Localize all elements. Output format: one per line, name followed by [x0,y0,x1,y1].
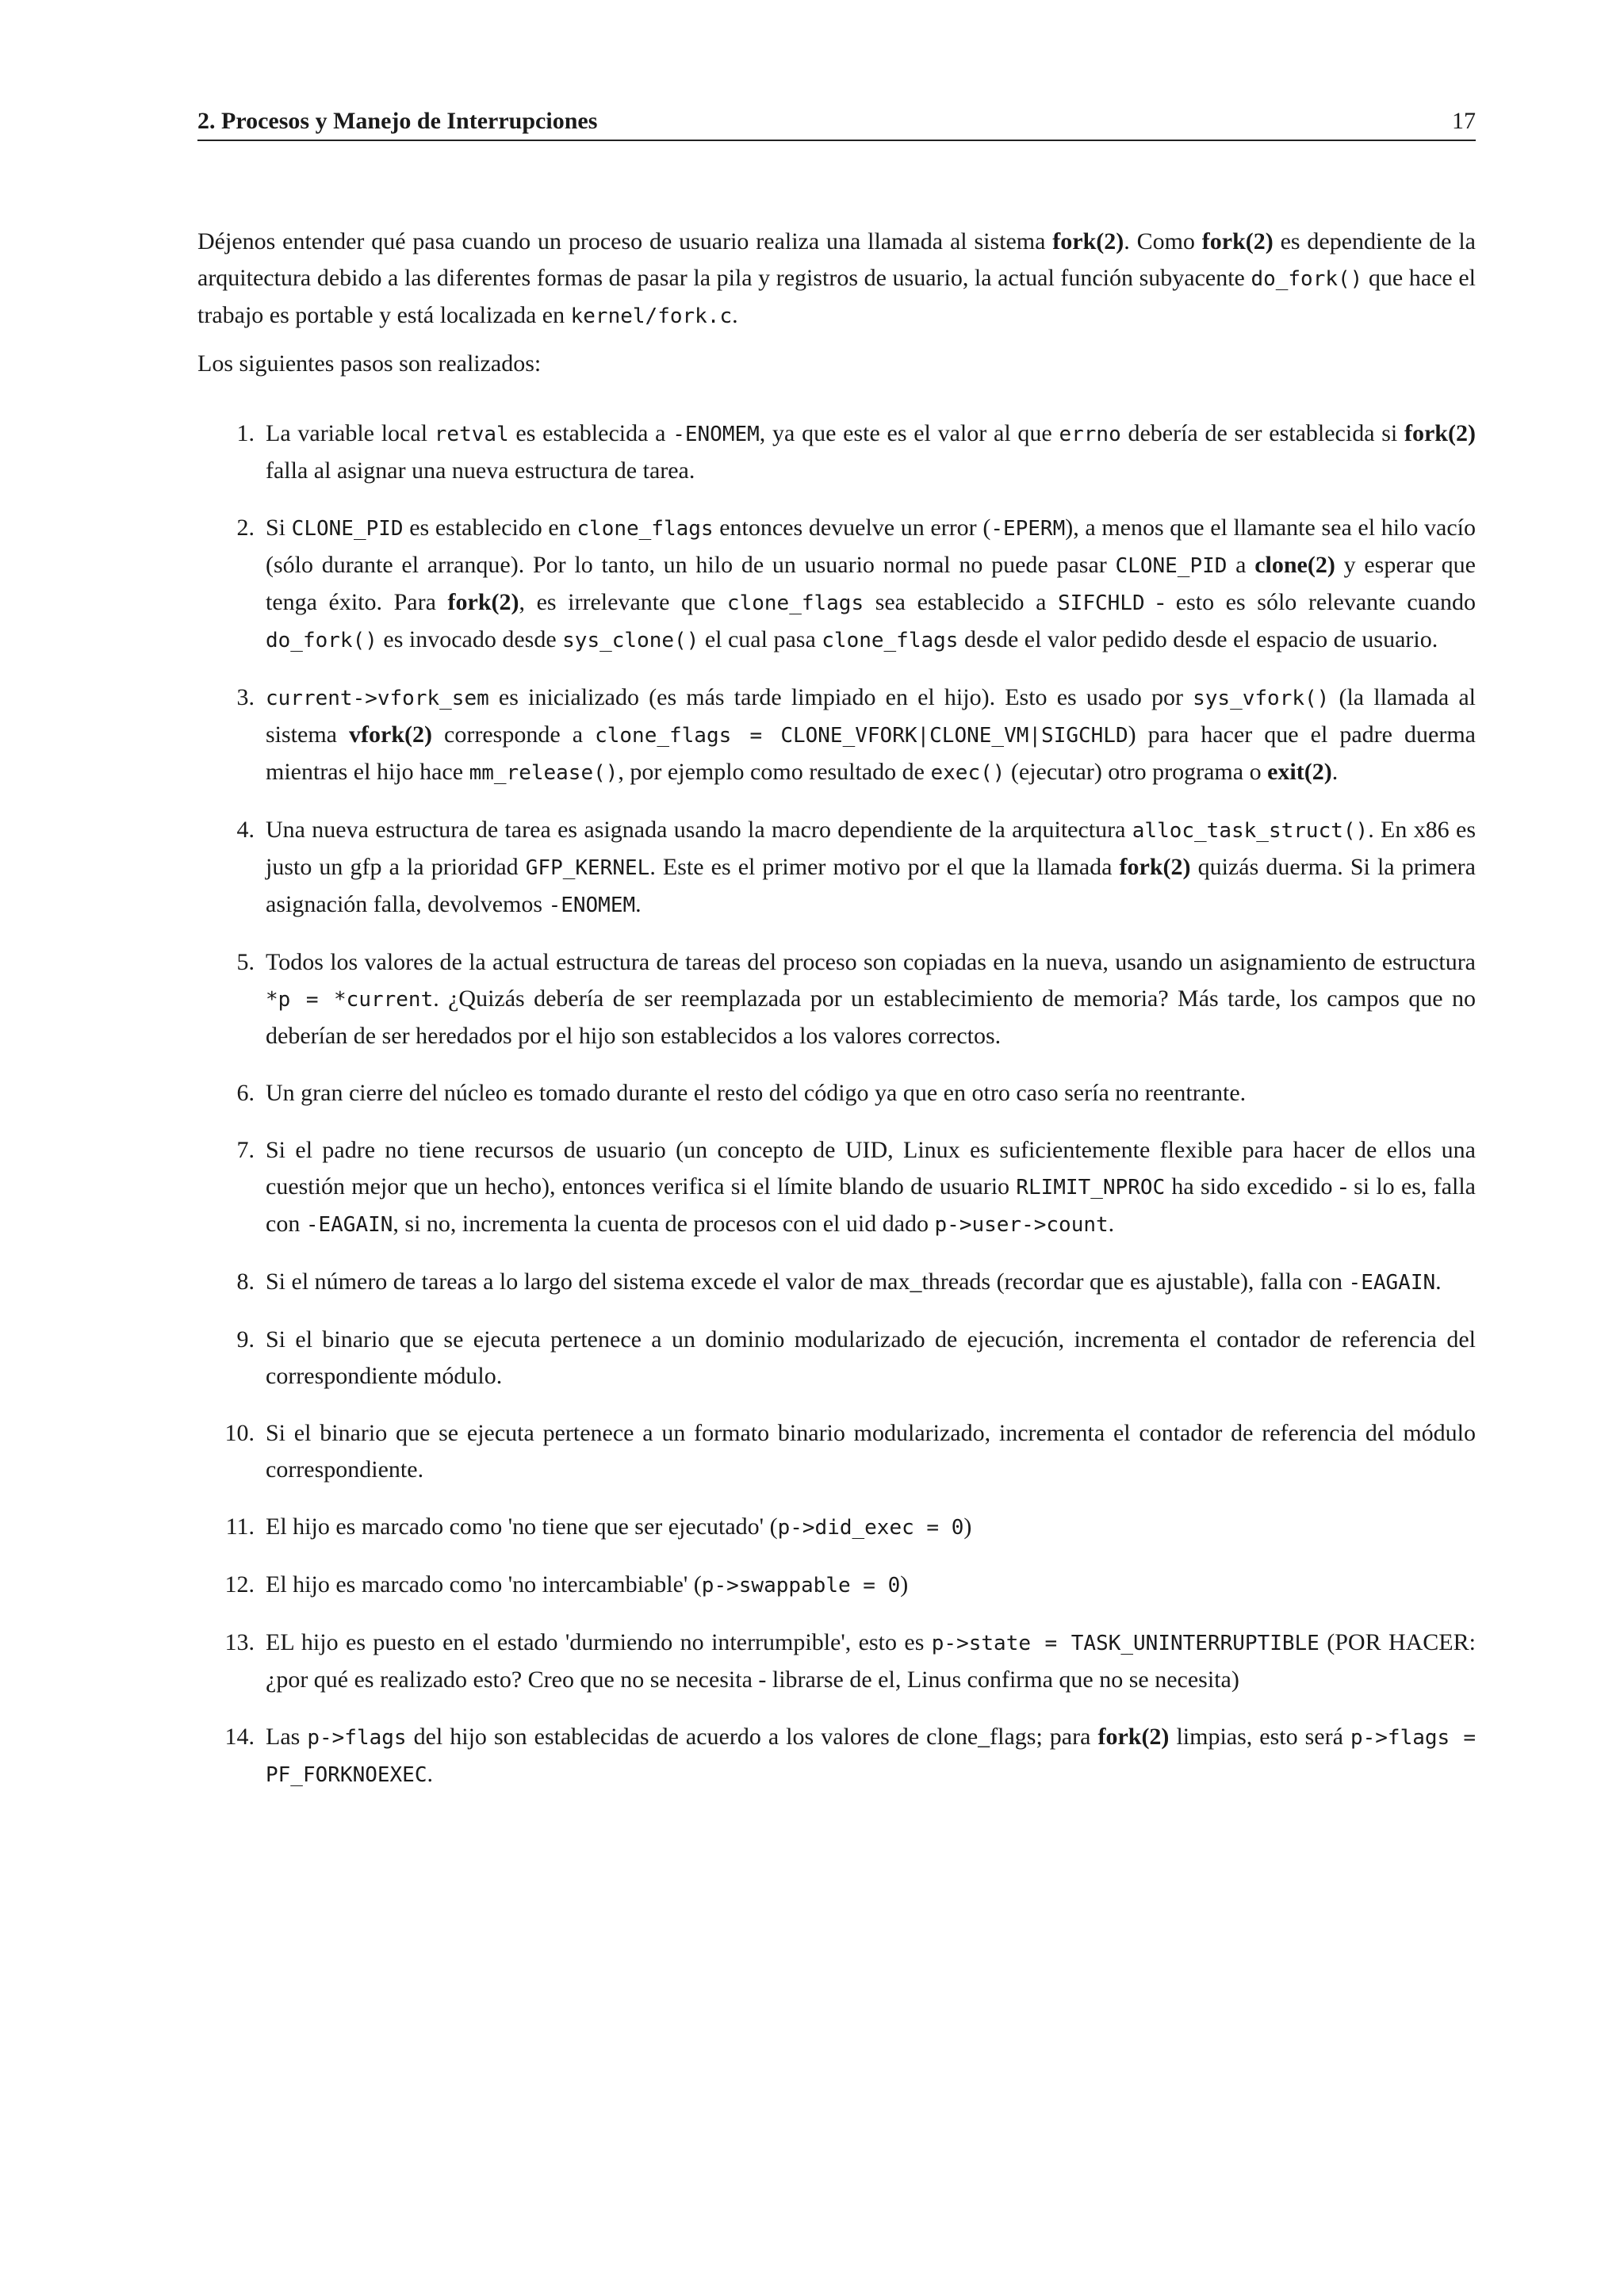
step-text: limpias, esto será [1169,1724,1350,1750]
code-fragment: p->did_exec = 0 [777,1516,964,1540]
list-item [197,679,1476,791]
chapter-title: 2. Procesos y Manejo de Interrupciones [197,108,598,134]
step-text: ), a menos que el llamante sea el hilo vacío (sólo durante el arranque). Por lo tanto, un hilo de un usuario normal no puede pasar [266,515,1476,578]
intro-file-path: kernel/fork.c [570,304,733,328]
list-item-number: 9. [236,1326,255,1353]
bold-reference: vfork(2) [349,721,433,748]
intro-text: que hace el trabajo es portable y está localizada en [197,265,1476,328]
code-fragment: exec() [930,761,1005,785]
list-item-number: 7. [236,1137,255,1163]
step-text: quizás duerma. Si la primera asignación falla, devolvemos [266,854,1476,917]
code-fragment: errno [1059,423,1121,446]
list-item [197,510,1476,659]
step-text: Todos los valores de la actual estructura de tareas del proceso son copiadas en la nueva, usando un asignamiento de estructura [266,949,1476,975]
step-text: (ejecutar) otro programa o [1005,759,1268,785]
list-item [197,415,1476,489]
step-text: . [427,1761,433,1787]
step-text: Si el padre no tiene recursos de usuario (un concepto de UID, Linux es suficientemente flexible para hacer de ellos una cuestión mejor que un hecho), entonces verifica si el límite blando de usuario [266,1137,1476,1200]
code-fragment: sys_clone() [562,629,699,652]
step-text: Un gran cierre del núcleo es tomado durante el resto del código ya que en otro caso sería no reentrante. [266,1080,1247,1106]
list-item-number: 1. [236,420,255,446]
bold-reference: fork(2) [1119,854,1191,880]
step-text: Si [266,515,292,541]
page-number: 17 [1452,108,1476,134]
body-text [197,224,1476,1814]
bold-reference: fork(2) [1097,1724,1170,1750]
list-item-number: 5. [236,949,255,975]
bold-reference: fork(2) [1404,420,1476,446]
step-text: Si el número de tareas a lo largo del sistema excede el valor de max_threads (recordar que es ajustable), falla con [266,1269,1349,1295]
code-fragment: clone_flags = CLONE_VFORK|CLONE_VM|SIGCHLD [595,724,1128,748]
code-fragment: p->flags [307,1726,407,1750]
list-item [197,944,1476,1054]
steps-list [197,415,1476,1793]
code-fragment: -EAGAIN [1348,1271,1436,1295]
intro-text: . Como [1124,228,1202,254]
step-text: a [1227,552,1255,578]
intro-text: . [732,302,738,328]
step-text: ) [963,1513,972,1540]
step-text: falla al asignar una nueva estructura de tarea. [266,457,695,484]
list-item [197,1509,1476,1546]
code-fragment: clone_flags [576,517,714,541]
step-text: Si el binario que se ejecuta pertenece a un formato binario modularizado, incrementa el contador de referencia del módulo correspondiente. [266,1420,1476,1483]
step-text: Las [266,1724,308,1750]
list-item [197,1264,1476,1301]
code-fragment: p->flags = PF_FORKNOEXEC [266,1726,1477,1787]
code-fragment: retval [434,423,509,446]
code-fragment: *p = *current [266,988,434,1012]
list-item-number: 8. [236,1269,255,1295]
step-text: . Este es el primer motivo por el que la llamada [649,854,1120,880]
list-item [197,1415,1476,1488]
code-fragment: do_fork() [266,629,377,652]
code-fragment: current->vfork_sem [266,687,489,710]
code-fragment: alloc_task_struct() [1132,819,1369,843]
step-text: EL hijo es puesto en el estado 'durmiendo no interrumpible', esto es [266,1629,932,1655]
list-item-number: 2. [236,515,255,541]
step-text: es establecida a [508,420,673,446]
list-item [197,1624,1476,1698]
list-item-number: 11. [225,1513,255,1540]
code-fragment: p->user->count [934,1213,1109,1237]
list-item-number: 13. [224,1629,255,1655]
step-text: y esperar que tenga éxito. Para [266,552,1476,615]
list-item [197,1132,1476,1243]
intro-text: Déjenos entender qué pasa cuando un proceso de usuario realiza una llamada al sistema [197,228,1053,254]
step-text: , si no, incrementa la cuenta de procesos con el uid dado [393,1211,935,1237]
step-text: Si el binario que se ejecuta pertenece a un dominio modularizado de ejecución, incrementa el contador de referencia del correspondiente módulo. [266,1326,1476,1389]
step-text: es inicializado (es más tarde limpiado en el hijo). Esto es usado por [488,684,1193,710]
code-fragment: mm_release() [469,761,619,785]
step-text: . [1331,759,1339,785]
bold-reference: exit(2) [1267,759,1332,785]
step-text: (la llamada al sistema [266,684,1476,748]
step-text: La variable local [266,420,435,446]
code-fragment: -EPERM [990,517,1066,541]
code-fragment: p->state = TASK_UNINTERRUPTIBLE [931,1632,1320,1655]
step-text: El hijo es marcado como 'no intercambiable' ( [266,1571,702,1598]
bold-reference: clone(2) [1254,552,1335,578]
step-text: Una nueva estructura de tarea es asignada usando la macro dependiente de la arquitectura [266,817,1132,843]
list-item-number: 6. [236,1080,255,1106]
step-text: ) [900,1571,909,1598]
steps-lead: Los siguientes pasos son realizados: [197,350,542,377]
intro-fork-ref: fork(2) [1052,228,1124,254]
step-text: , ya que este es el valor al que [759,420,1059,446]
step-text: el cual pasa [699,626,822,652]
code-fragment: -ENOMEM [672,423,760,446]
step-text: . En x86 es justo un gfp a la prioridad [266,817,1476,880]
step-text: del hijo son establecidas de acuerdo a los valores de clone_flags; para [406,1724,1098,1750]
list-item [197,1567,1476,1604]
intro-fork-ref: fork(2) [1201,228,1274,254]
step-text: El hijo es marcado como 'no tiene que ser ejecutado' ( [266,1513,778,1540]
intro-paragraph [197,224,1476,335]
step-text: es establecido en [403,515,577,541]
step-text: corresponde a [432,721,596,748]
step-text: . [1435,1269,1442,1295]
list-item-number: 10. [224,1420,255,1446]
running-header [197,103,1476,141]
code-fragment: SIFCHLD [1058,591,1145,615]
intro-text: es dependiente de la arquitectura debido a las diferentes formas de pasar la pila y registros de usuario, la actual función subyacente [197,228,1476,291]
code-fragment: RLIMIT_NPROC [1016,1176,1166,1200]
list-item-number: 4. [236,817,255,843]
step-text: sea establecido a [864,589,1059,615]
step-text: . [635,891,642,917]
step-text: entonces devuelve un error ( [713,515,991,541]
code-fragment: CLONE_PID [291,517,404,541]
step-text: ha sido excedido - si lo es, falla con [266,1173,1476,1237]
step-text: . ¿Quizás debería de ser reemplazada por un establecimiento de memoria? Más tarde, los campos que no deberían de ser heredados por el hijo son establecidos a los valores correctos. [266,985,1476,1049]
code-fragment: clone_flags [822,629,959,652]
intro-code: do_fork() [1251,267,1363,291]
list-item [197,1322,1476,1395]
code-fragment: sys_vfork() [1193,687,1330,710]
code-fragment: -ENOMEM [548,894,636,917]
bold-reference: fork(2) [447,589,519,615]
list-item-number: 12. [224,1571,255,1598]
code-fragment: -EAGAIN [305,1213,393,1237]
step-text: (POR HACER: ¿por qué es realizado esto? Creo que no se necesita - librarse de el, Linus confirma que no se necesita) [266,1629,1476,1693]
code-fragment: clone_flags [726,591,864,615]
step-text: , es irrelevante que [519,589,727,615]
list-item [197,1719,1476,1793]
list-item-number: 3. [236,684,255,710]
list-item-number: 14. [224,1724,255,1750]
code-fragment: CLONE_PID [1115,554,1228,578]
step-text: . [1108,1211,1115,1237]
step-text: debería de ser establecida si [1120,420,1404,446]
step-text: , por ejemplo como resultado de [618,759,931,785]
list-item [197,812,1476,924]
step-text: desde el valor pedido desde el espacio de usuario. [958,626,1438,652]
code-fragment: p->swappable = 0 [701,1574,901,1598]
step-text: - esto es sólo relevante cuando [1144,589,1477,615]
code-fragment: GFP_KERNEL [525,856,650,880]
step-text: ) para hacer que el padre duerma mientras el hijo hace [266,721,1476,785]
list-item [197,1075,1476,1112]
step-text: es invocado desde [377,626,563,652]
